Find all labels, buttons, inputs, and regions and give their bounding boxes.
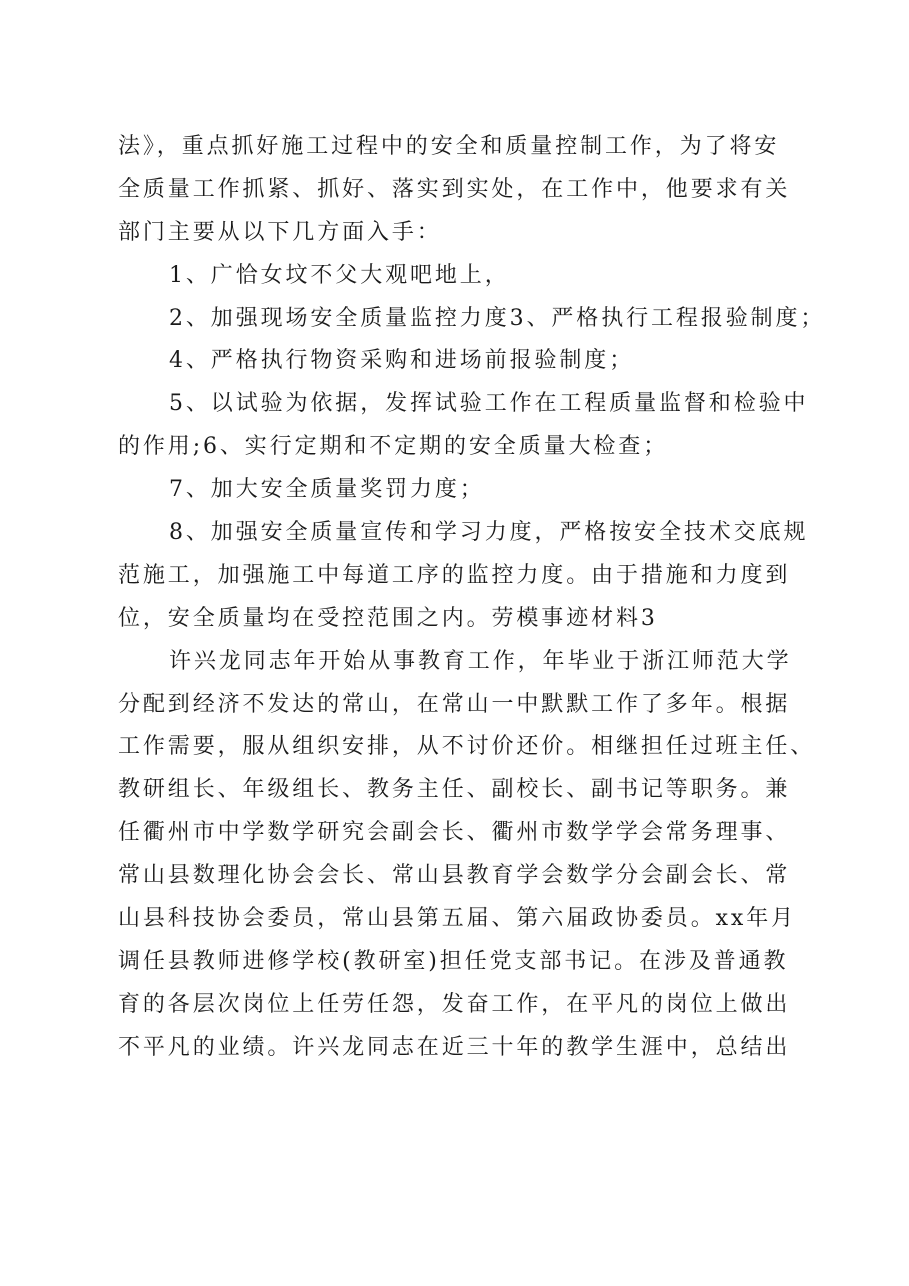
text-line: 调任县教师进修学校(教研室)担任党支部书记。在涉及普通教 <box>118 948 789 974</box>
text-line: 法》，重点抓好施工过程中的安全和质量控制工作，为了将安 <box>118 134 780 159</box>
text-line: 常山县数理化协会会长、常山县教育学会数学分会副会长、常 <box>118 863 791 889</box>
text-line: 位，安全质量均在受控范围之内。劳模事迹材料3 <box>118 605 658 631</box>
text-line: 范施工，加强施工中每道工序的监控力度。由于措施和力度到 <box>118 562 791 588</box>
text-line: 教研组长、年级组长、教务主任、副校长、副书记等职务。兼 <box>118 777 791 803</box>
list-item-8: 8、加强安全质量宣传和学习力度，严格按安全技术交底规 <box>169 520 809 546</box>
text-line: 山县科技协会委员，常山县第五届、第六届政协委员。xx年月 <box>118 906 797 932</box>
text-line: 全质量工作抓紧、抓好、落实到实处，在工作中，他要求有关 <box>118 176 791 202</box>
list-item-7: 7、加大安全质量奖罚力度； <box>169 477 485 503</box>
text-line: 育的各层次岗位上任劳任怨，发奋工作，在平凡的岗位上做出 <box>118 991 791 1017</box>
list-item-2: 2、加强现场安全质量监控力度3、严格执行工程报验制度； <box>169 305 826 331</box>
document-body <box>118 126 826 1070</box>
text-line: 任衢州市中学数学研究会副会长、衢州市数学学会常务理事、 <box>118 820 791 846</box>
text-line: 的作用;6、实行定期和不定期的安全质量大检查； <box>118 434 669 460</box>
list-item-1: 1、广恰女坟不父大观吧地上， <box>169 262 510 288</box>
list-item-5: 5、以试验为依据，发挥试验工作在工程质量监督和检验中 <box>169 391 809 417</box>
paragraph-start: 许兴龙同志年开始从事教育工作，年毕业于浙江师范大学 <box>169 648 792 674</box>
text-line: 工作需要，服从组织安排，从不讨价还价。相继担任过班主任、 <box>118 734 816 760</box>
text-line: 不平凡的业绩。许兴龙同志在近三十年的教学生涯中，总结出 <box>118 1034 791 1060</box>
list-item-4: 4、严格执行物资采购和进场前报验制度； <box>169 348 635 374</box>
text-line: 部门主要从以下几方面入手： <box>118 219 442 245</box>
text-line: 分配到经济不发达的常山，在常山一中默默工作了多年。根据 <box>118 691 791 717</box>
